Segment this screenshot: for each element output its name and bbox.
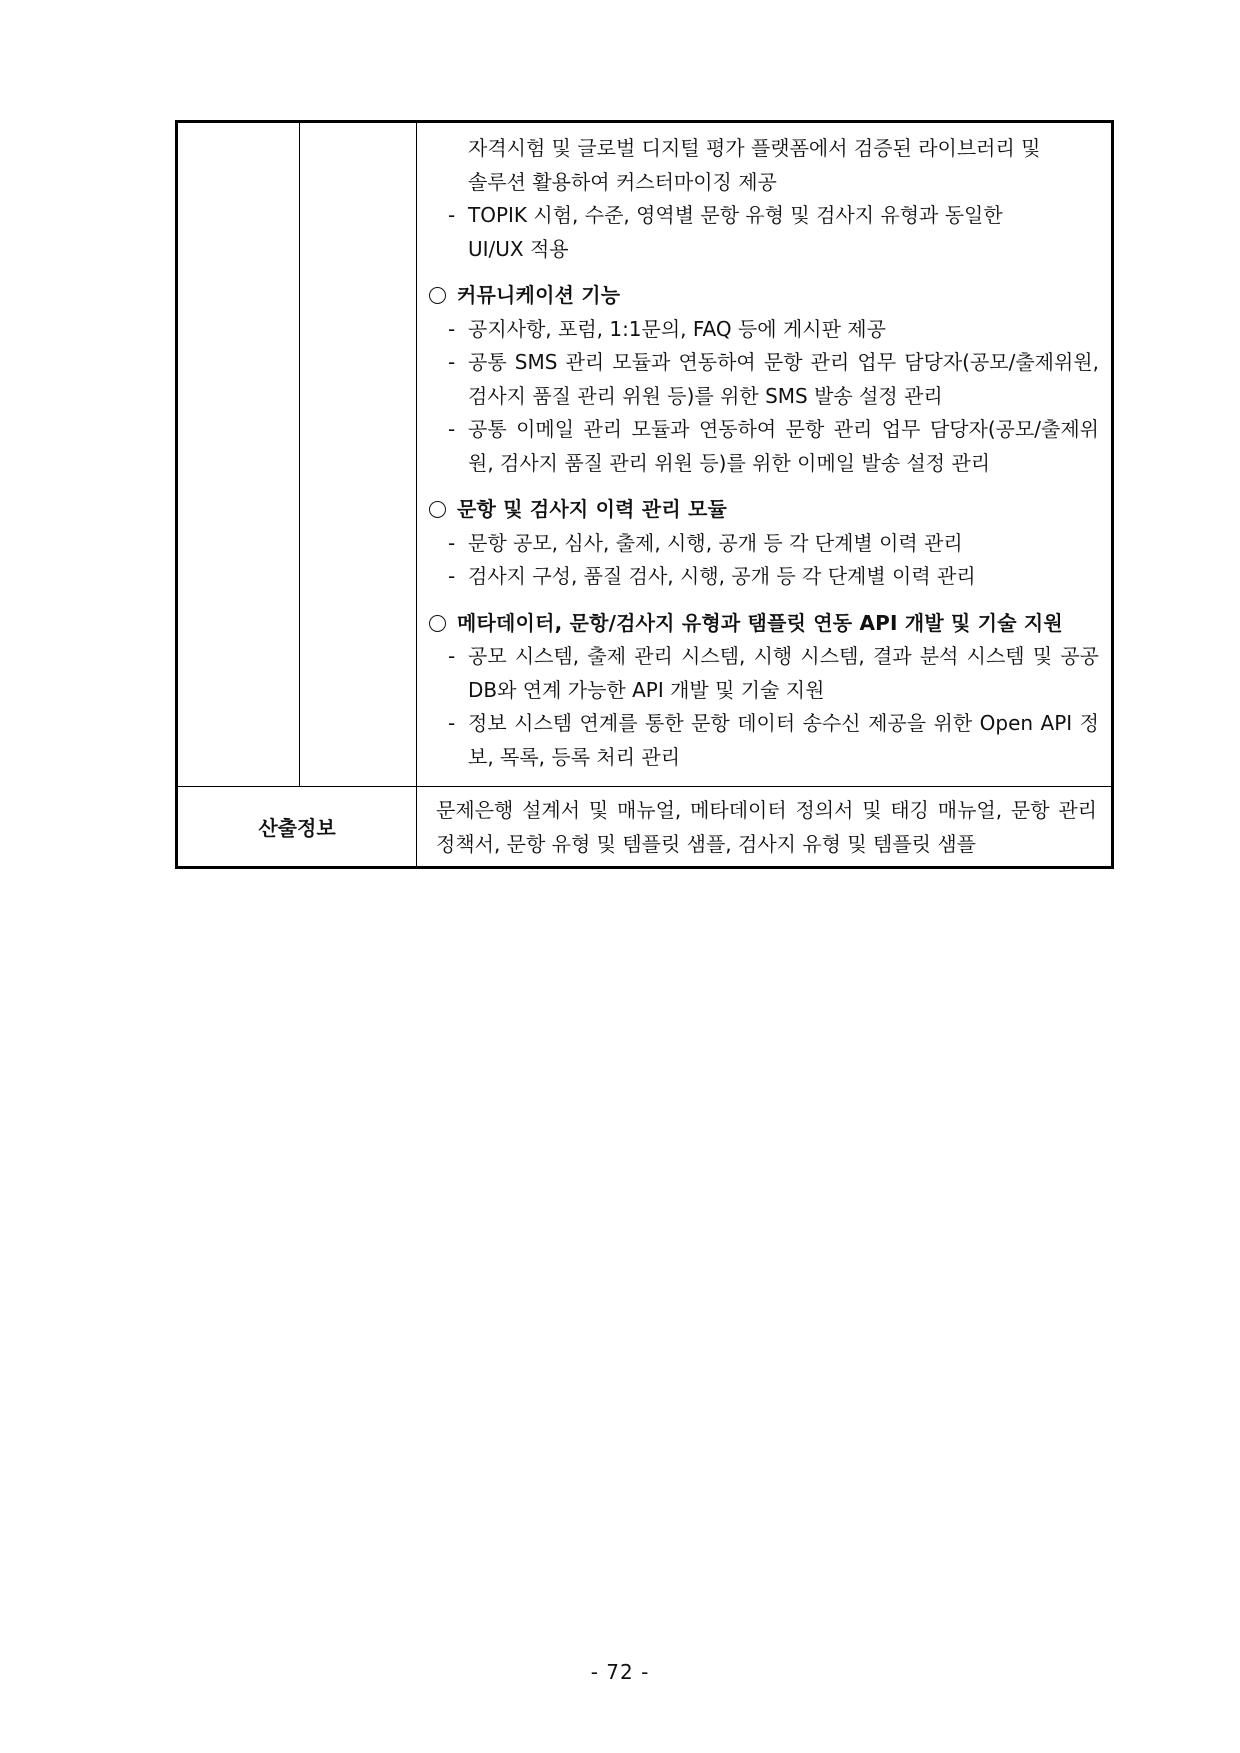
list-item [428, 707, 1099, 774]
dash-marker: - [448, 564, 456, 588]
section-heading-text: 메타데이터, 문항/검사지 유형과 탬플릿 연동 API 개발 및 기술 지원 [457, 610, 1063, 635]
list-item [428, 199, 1099, 233]
list-item-text: TOPIK 시험, 수준, 영역별 문항 유형 및 검사지 유형과 동일한 [468, 203, 1003, 227]
list-item-text: 공지사항, 포럼, 1:1문의, FAQ 등에 게시판 제공 [468, 316, 886, 341]
section-communication [428, 279, 1099, 480]
list-item-text: 공통 SMS 관리 모듈과 연동하여 문항 관리 업무 담당자(공모/출제위원, 검사지 품질 관리 위원 등)를 위한 SMS 발송 설정 관리 [468, 350, 1099, 408]
dash-marker: - [448, 350, 456, 374]
continuation-line: 자격시험 및 글로벌 디지털 평가 플랫폼에서 검증된 라이브러리 및 [468, 136, 1041, 160]
output-info-content: 문제은행 설계서 및 매뉴얼, 메타데이터 정의서 및 태깅 매뉴얼, 문항 관리 정책서, 문항 유형 및 템플릿 샘플, 검사지 유형 및 템플릿 샘플 [417, 787, 1113, 868]
spec-table [175, 120, 1114, 869]
list-item [428, 346, 1099, 413]
circle-bullet-icon [429, 287, 446, 304]
section-heading-text: 커뮤니케이션 기능 [457, 283, 621, 307]
list-item [428, 560, 1099, 594]
section-heading-text: 문항 및 검사지 이력 관리 모듈 [457, 497, 728, 521]
list-item [428, 527, 1099, 561]
output-info-label: 산출정보 [177, 787, 417, 868]
section-heading [428, 279, 1099, 313]
list-item-text: 문항 공모, 심사, 출제, 시행, 공개 등 각 단계별 이력 관리 [468, 530, 963, 555]
list-item [428, 413, 1099, 480]
dash-marker: - [448, 530, 456, 555]
list-item-text: 공통 이메일 관리 모듈과 연동하여 문항 관리 업무 담당자(공모/출제위원, 검사지 품질 관리 위원 등)를 위한 이메일 발송 설정 관리 [468, 417, 1099, 475]
empty-subcategory-cell [300, 122, 417, 787]
section-history-management [428, 493, 1099, 594]
section-heading [428, 493, 1099, 527]
list-item-text: 공모 시스템, 출제 관리 시스템, 시행 시스템, 결과 분석 시스템 및 공공 DB와 연계 가능한 API 개발 및 기술 지원 [468, 644, 1099, 702]
continuation-block [428, 132, 1099, 266]
dash-marker: - [448, 711, 456, 735]
list-item [428, 640, 1099, 707]
dash-marker: - [448, 417, 456, 441]
list-item-text: 검사지 구성, 품질 검사, 시행, 공개 등 각 단계별 이력 관리 [468, 564, 976, 588]
list-item-text-continued: UI/UX 적용 [468, 236, 569, 261]
detail-content-cell [417, 122, 1113, 787]
empty-category-cell [177, 122, 300, 787]
output-info-row [177, 787, 1113, 868]
continuation-line: 솔루션 활용하여 커스터마이징 제공 [468, 169, 777, 194]
section-heading [428, 607, 1099, 641]
section-api-development [428, 607, 1099, 775]
dash-marker: - [448, 644, 456, 668]
dash-marker: - [448, 316, 456, 341]
list-item [428, 313, 1099, 347]
list-item-text: 정보 시스템 연계를 통한 문항 데이터 송수신 제공을 위한 Open API 정보, 목록, 등록 처리 관리 [468, 711, 1099, 769]
dash-marker: - [448, 203, 456, 227]
circle-bullet-icon [429, 615, 446, 632]
circle-bullet-icon [429, 501, 446, 518]
page-number: - 72 - [590, 1660, 650, 1684]
content-row [177, 122, 1113, 787]
